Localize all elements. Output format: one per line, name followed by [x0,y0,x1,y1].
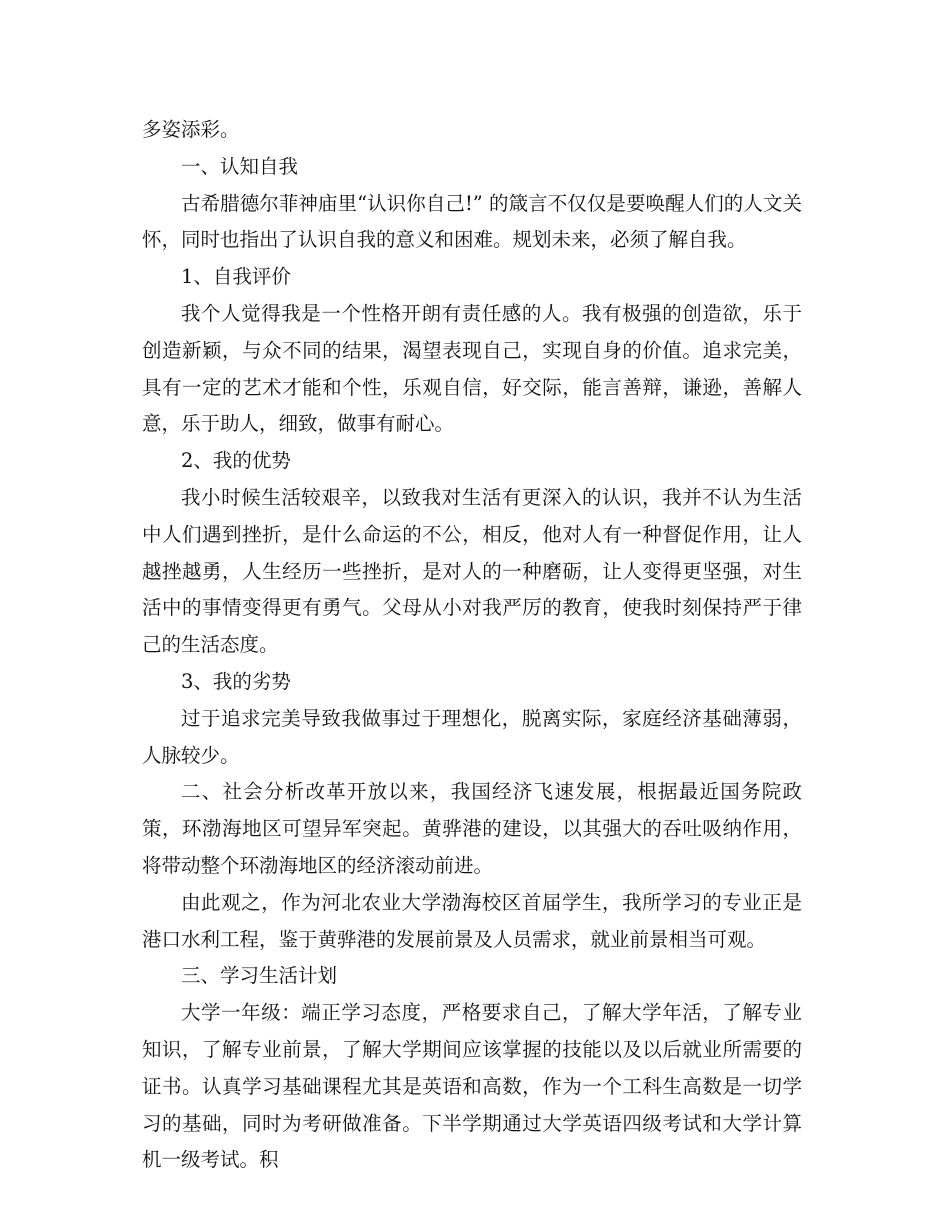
subsection-heading-weaknesses: 3、我的劣势 [181,669,291,693]
continuation-paragraph: 多姿添彩。 [142,118,240,141]
body-paragraph: 古希腊德尔菲神庙里“认识你自己!” 的箴言不仅仅是要唤醒人们的人文关怀，同时也指出了认识自我的意义和困难。规划未来，必须了解自我。 [142,191,802,252]
subsection-heading-self-evaluation: 1、自我评价 [181,265,291,289]
body-paragraph: 大学一年级：端正学习态度，严格要求自己，了解大学年活，了解专业知识，了解专业前景，了解大学期间应该掌握的技能以及以后就业所需要的证书。认真学习基础课程尤其是英语和高数，作为一个工科生高数是一切学习的基础，同时为考研做准备。下半学期通过大学英语四级考试和大学计算机一级考试。积 [142,1001,802,1172]
body-paragraph: 由此观之，作为河北农业大学渤海校区首届学生，我所学习的专业正是港口水利工程，鉴于黄骅港的发展前景及人员需求，就业前景相当可观。 [142,890,802,951]
body-paragraph: 过于追求完美导致我做事过于理想化，脱离实际，家庭经济基础薄弱，人脉较少。 [142,706,802,767]
body-paragraph: 我个人觉得我是一个性格开朗有责任感的人。我有极强的创造欲，乐于创造新颖，与众不同的结果，渴望表现自己，实现自身的价值。追求完美，具有一定的艺术才能和个性，乐观自信，好交际，能言善辩，谦逊，善解人意，乐于助人，细致，做事有耐心。 [142,301,802,436]
subsection-heading-strengths: 2、我的优势 [181,449,291,473]
body-paragraph-social-analysis: 二、社会分析改革开放以来，我国经济飞速发展，根据最近国务院政策，环渤海地区可望异军突起。黄骅港的建设，以其强大的吞吐吸纳作用，将带动整个环渤海地区的经济滚动前进。 [142,780,802,877]
section-heading-study-plan: 三、学习生活计划 [181,964,338,988]
body-paragraph: 我小时候生活较艰辛，以致我对生活有更深入的认识，我并不认为生活中人们遇到挫折，是什么命运的不公，相反，他对人有一种督促作用，让人越挫越勇，人生经历一些挫折，是对人的一种磨砺，让人变得更坚强，对生活中的事情变得更有勇气。父母从小对我严厉的教育，使我时刻保持严于律己的生活态度。 [142,485,802,657]
document-body [142,112,802,1179]
section-heading-self-cognition: 一、认知自我 [181,154,299,178]
